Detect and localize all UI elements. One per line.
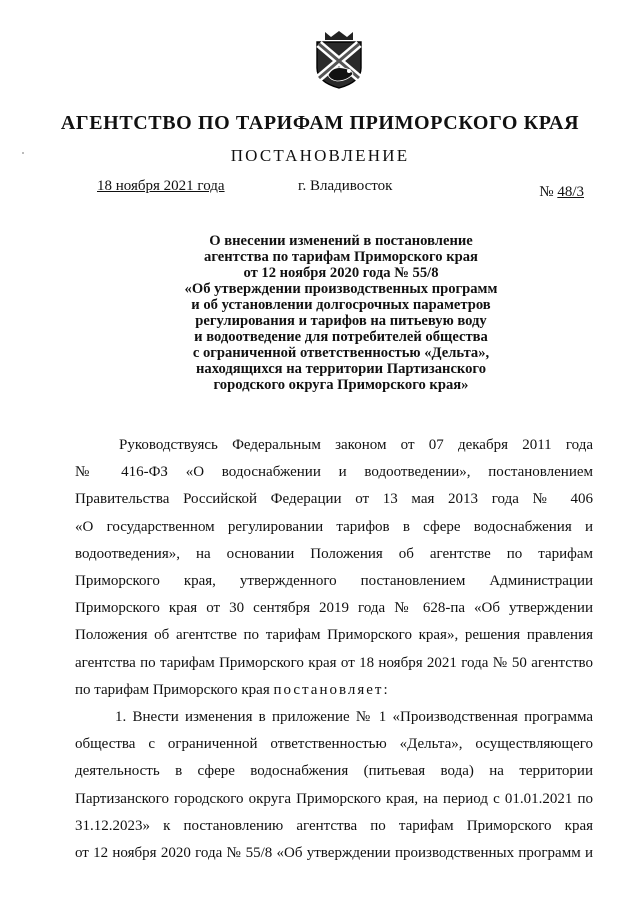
coat-of-arms-icon [311,28,367,90]
preamble-line: Приморского края, утвержденного постановлением Администрации [75,573,593,590]
resolves-word: постановляет: [273,681,390,698]
item1-line: от 12 ноября 2020 года № 55/8 «Об утверждении производственных программ и [75,845,593,862]
title-line: О внесении изменений в постановление [209,233,473,249]
title-line: находящихся на территории Партизанского [196,361,486,377]
document-city: г. Владивосток [298,178,393,194]
document-number [539,184,584,201]
title-line: и водоотведение для потребителей общества [194,329,488,345]
title-line: с ограниченной ответственностью «Дельта», [192,345,490,361]
number-value: 48/3 [557,184,584,200]
title-line: городского округа Приморского края» [213,377,469,393]
preamble-line: Приморского края от 30 сентября 2019 года № 628-па «Об утверждении [75,600,593,617]
title-line: «Об утверждении производственных программ [184,281,498,297]
title-line: агентства по тарифам Приморского края [204,249,478,265]
item1-line: 1. Внести изменения в приложение № 1 «Производственная программа [115,709,593,726]
document-body [75,432,593,867]
preamble-last-prefix: по тарифам Приморского края [75,681,274,698]
preamble-line: агентства по тарифам Приморского края от 18 ноября 2021 года № 50 агентство [75,654,593,671]
preamble-line: № 416-ФЗ «О водоснабжении и водоотведении», постановлением [75,464,593,481]
preamble-line: Руководствуясь Федеральным законом от 07 декабря 2011 года [119,437,593,453]
item1-line: деятельность в сфере водоснабжения (питьевая вода) на территории [75,763,593,780]
title-line: и об установлении долгосрочных параметров [191,297,491,313]
preamble-last-line [75,677,593,704]
item1-line: Партизанского городского округа Приморского края, на период с 01.01.2021 по [75,790,593,807]
title-line: от 12 ноября 2020 года № 55/8 [243,265,439,281]
document-title [150,233,532,393]
document-type: ПОСТАНОВЛЕНИЕ [230,146,410,165]
preamble-line: Положения об агентстве по тарифам Приморского края», решения правления [75,627,593,644]
agency-name: АГЕНТСТВО ПО ТАРИФАМ ПРИМОРСКОГО КРАЯ [60,112,580,134]
preamble-line: «О государственном регулировании тарифов в сфере водоснабжения и [75,518,593,535]
preamble-line: водоотведения», на основании Положения об агентстве по тарифам [75,545,593,562]
item1-line: 31.12.2023» к постановлению агентства по тарифам Приморского края [75,817,593,834]
document-date: 18 ноября 2021 года [97,178,225,194]
scan-margin-mark [22,152,24,154]
title-line: регулирования и тарифов на питьевую воду [195,313,487,329]
number-prefix: № [539,184,558,200]
item1-line: общества с ограниченной ответственностью «Дельта», осуществляющего [75,736,593,753]
preamble-line: Правительства Российской Федерации от 13 мая 2013 года № 406 [75,491,593,508]
